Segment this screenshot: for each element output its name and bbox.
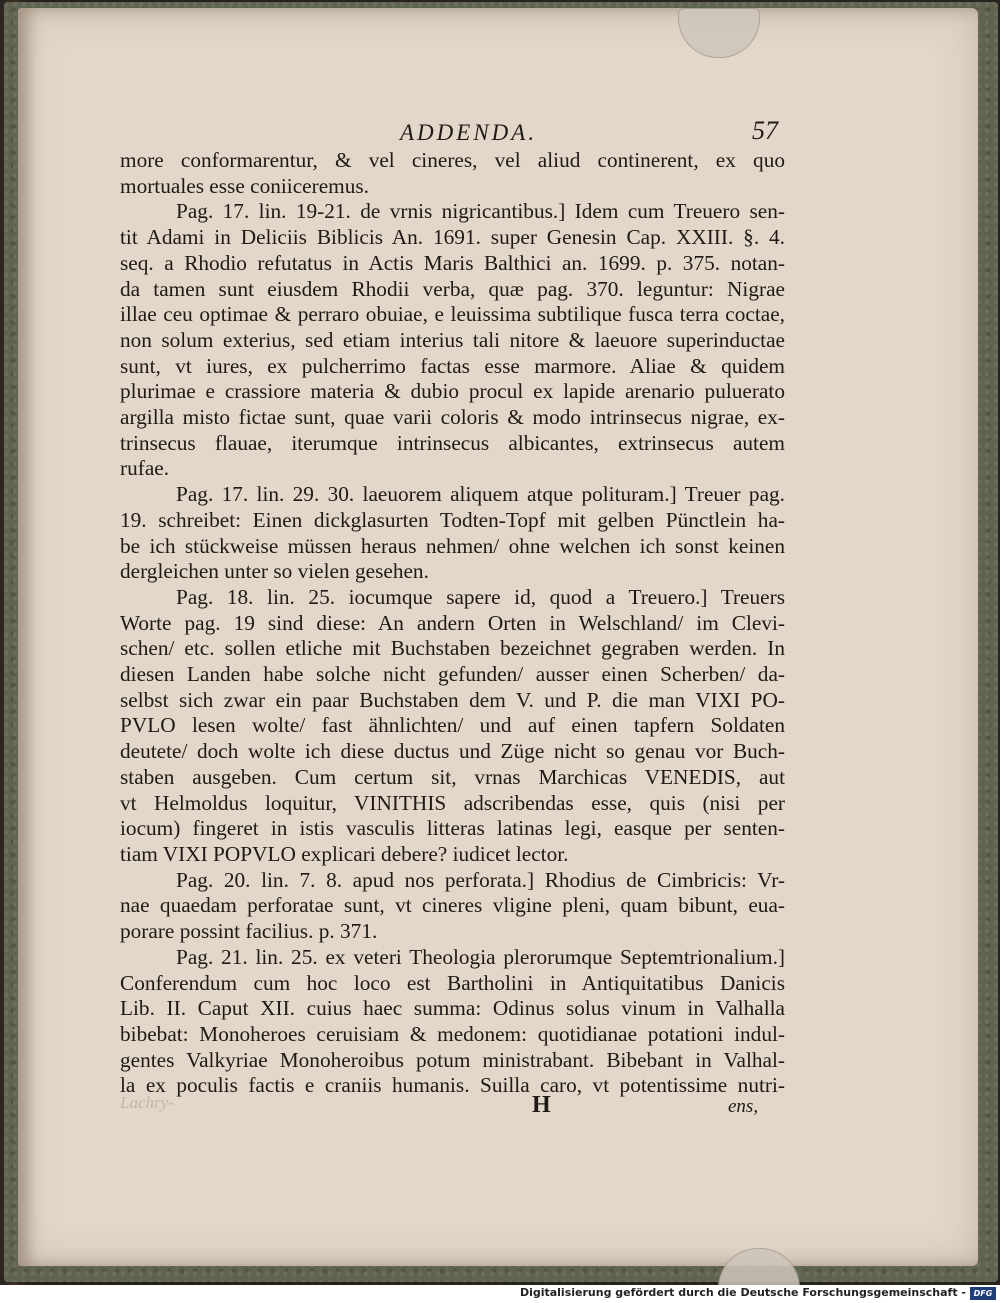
text-line: more conformarentur, & vel cineres, vel aliud continerent, ex quo [120,148,785,172]
text-line: iocum) fingeret in istis vasculis litteras latinas legi, easque per senten- [120,816,785,841]
running-head: ADDENDA. [400,120,538,145]
text-line: Pag. 18. lin. 25. iocumque sapere id, quod a Treuero.] Treuers [176,584,785,609]
dfg-logo: DFG [970,1287,996,1300]
text-line: tit Adami in Deliciis Biblicis An. 1691. super Genesin Cap. XXIII. §. 4. [120,225,785,250]
text-line: Lib. II. Caput XII. cuius haec summa: Odinus solus vinum in Valhalla [120,996,785,1021]
text-line: rufae. [120,456,170,481]
text-line: deutete/ doch wolte ich diese ductus und Züge nicht so genau vor Buch- [120,739,785,764]
text-line: dergleichen unter so vielen gesehen. [120,559,429,584]
text-line: schen/ etc. sollen etliche mit Buchstaben bezeichnet gegraben werden. In [120,636,785,661]
text-line: illae ceu optimae & perraro obuiae, e leuissima subtilique fusca terra coctae, [120,302,785,327]
text-line: 19. schreibet: Einen dickglasurten Todten-Topf mit gelben Pünctlein ha- [120,507,785,532]
signature-mark: H [532,1092,551,1118]
body-text [120,148,785,1099]
bleed-through-text: Lachry- [120,1093,174,1112]
text-line: nae quaedam perforatae sunt, vt cineres vligine pleni, quam bibunt, eua- [120,893,785,918]
text-line: Pag. 17. lin. 29. 30. laeuorem aliquem atque polituram.] Treuer pag. [176,482,785,507]
funding-credit: Digitalisierung gefördert durch die Deutsche Forschungsgemeinschaft - [519,1286,966,1299]
text-line: porare possint facilius. p. 371. [120,919,378,944]
text-line: Pag. 17. lin. 19-21. de vrnis nigricantibus.] Idem cum Treuero sen- [176,199,785,224]
text-line: diesen Landen habe solche nicht gefunden/ ausser einen Scherben/ da- [120,662,785,687]
text-line: da tamen sunt eiusdem Rhodii verba, quæ pag. 370. leguntur: Nigrae [120,276,785,301]
text-line: staben ausgeben. Cum certum sit, vrnas Marchicas VENEDIS, aut [120,764,785,789]
text-line: Worte pag. 19 sind diese: An andern Orten in Welschland/ im Clevi- [120,610,785,635]
text-line: selbst sich zwar ein paar Buchstaben dem V. und P. die man VIXI PO- [120,687,785,712]
footer-bar [0,1285,1000,1303]
text-line: trinsecus flauae, iterumque intrinsecus albicantes, extrinsecus autem [120,430,785,455]
text-line: mortuales esse coniiceremus. [120,173,369,198]
text-line: Pag. 21. lin. 25. ex veteri Theologia plerorumque Septemtrionalium.] [176,944,785,969]
text-line: Pag. 20. lin. 7. 8. apud nos perforata.] Rhodius de Cimbricis: Vr- [176,867,785,892]
catchword: ens, [728,1096,759,1117]
text-line: non solum exterius, sed etiam interius tali nitore & laeuore superinductae [120,327,785,352]
text-line: be ich stückweise müssen heraus nehmen/ ohne welchen ich sonst keinen [120,533,785,558]
text-line: sunt, vt iures, ex pulcherrimo factas esse marmore. Aliae & quidem [120,353,785,378]
text-line: gentes Valkyriae Monoheroibus potum ministrabant. Bibebant in Valhal- [120,1047,785,1072]
text-line: vt Helmoldus loquitur, VINITHIS adscribendas esse, quis (nisi per [120,790,785,815]
text-line: PVLO lesen wolte/ fast ähnlichten/ und auf einen tapfern Soldaten [120,713,785,738]
page-number: 57 [752,116,778,145]
text-line: Conferendum cum hoc loco est Bartholini in Antiquitatibus Danicis [120,970,785,995]
text-line: la ex poculis factis e craniis humanis. Suilla caro, vt potentissime nutri- [120,1073,785,1098]
text-line: bibebat: Monoheroes ceruisiam & medonem: quotidianae potationi indul- [120,1021,785,1046]
page-clip-top [678,8,760,58]
text-line: tiam VIXI POPVLO explicari debere? iudicet lector. [120,841,569,866]
text-line: plurimae e crassiore materia & dubio procul ex lapide arenario puluerato [120,379,785,404]
text-line: argilla misto fictae sunt, quae varii coloris & modo intrinsecus nigrae, ex- [120,405,785,430]
text-line: seq. a Rhodio refutatus in Actis Maris Balthici an. 1699. p. 375. notan- [120,250,785,275]
